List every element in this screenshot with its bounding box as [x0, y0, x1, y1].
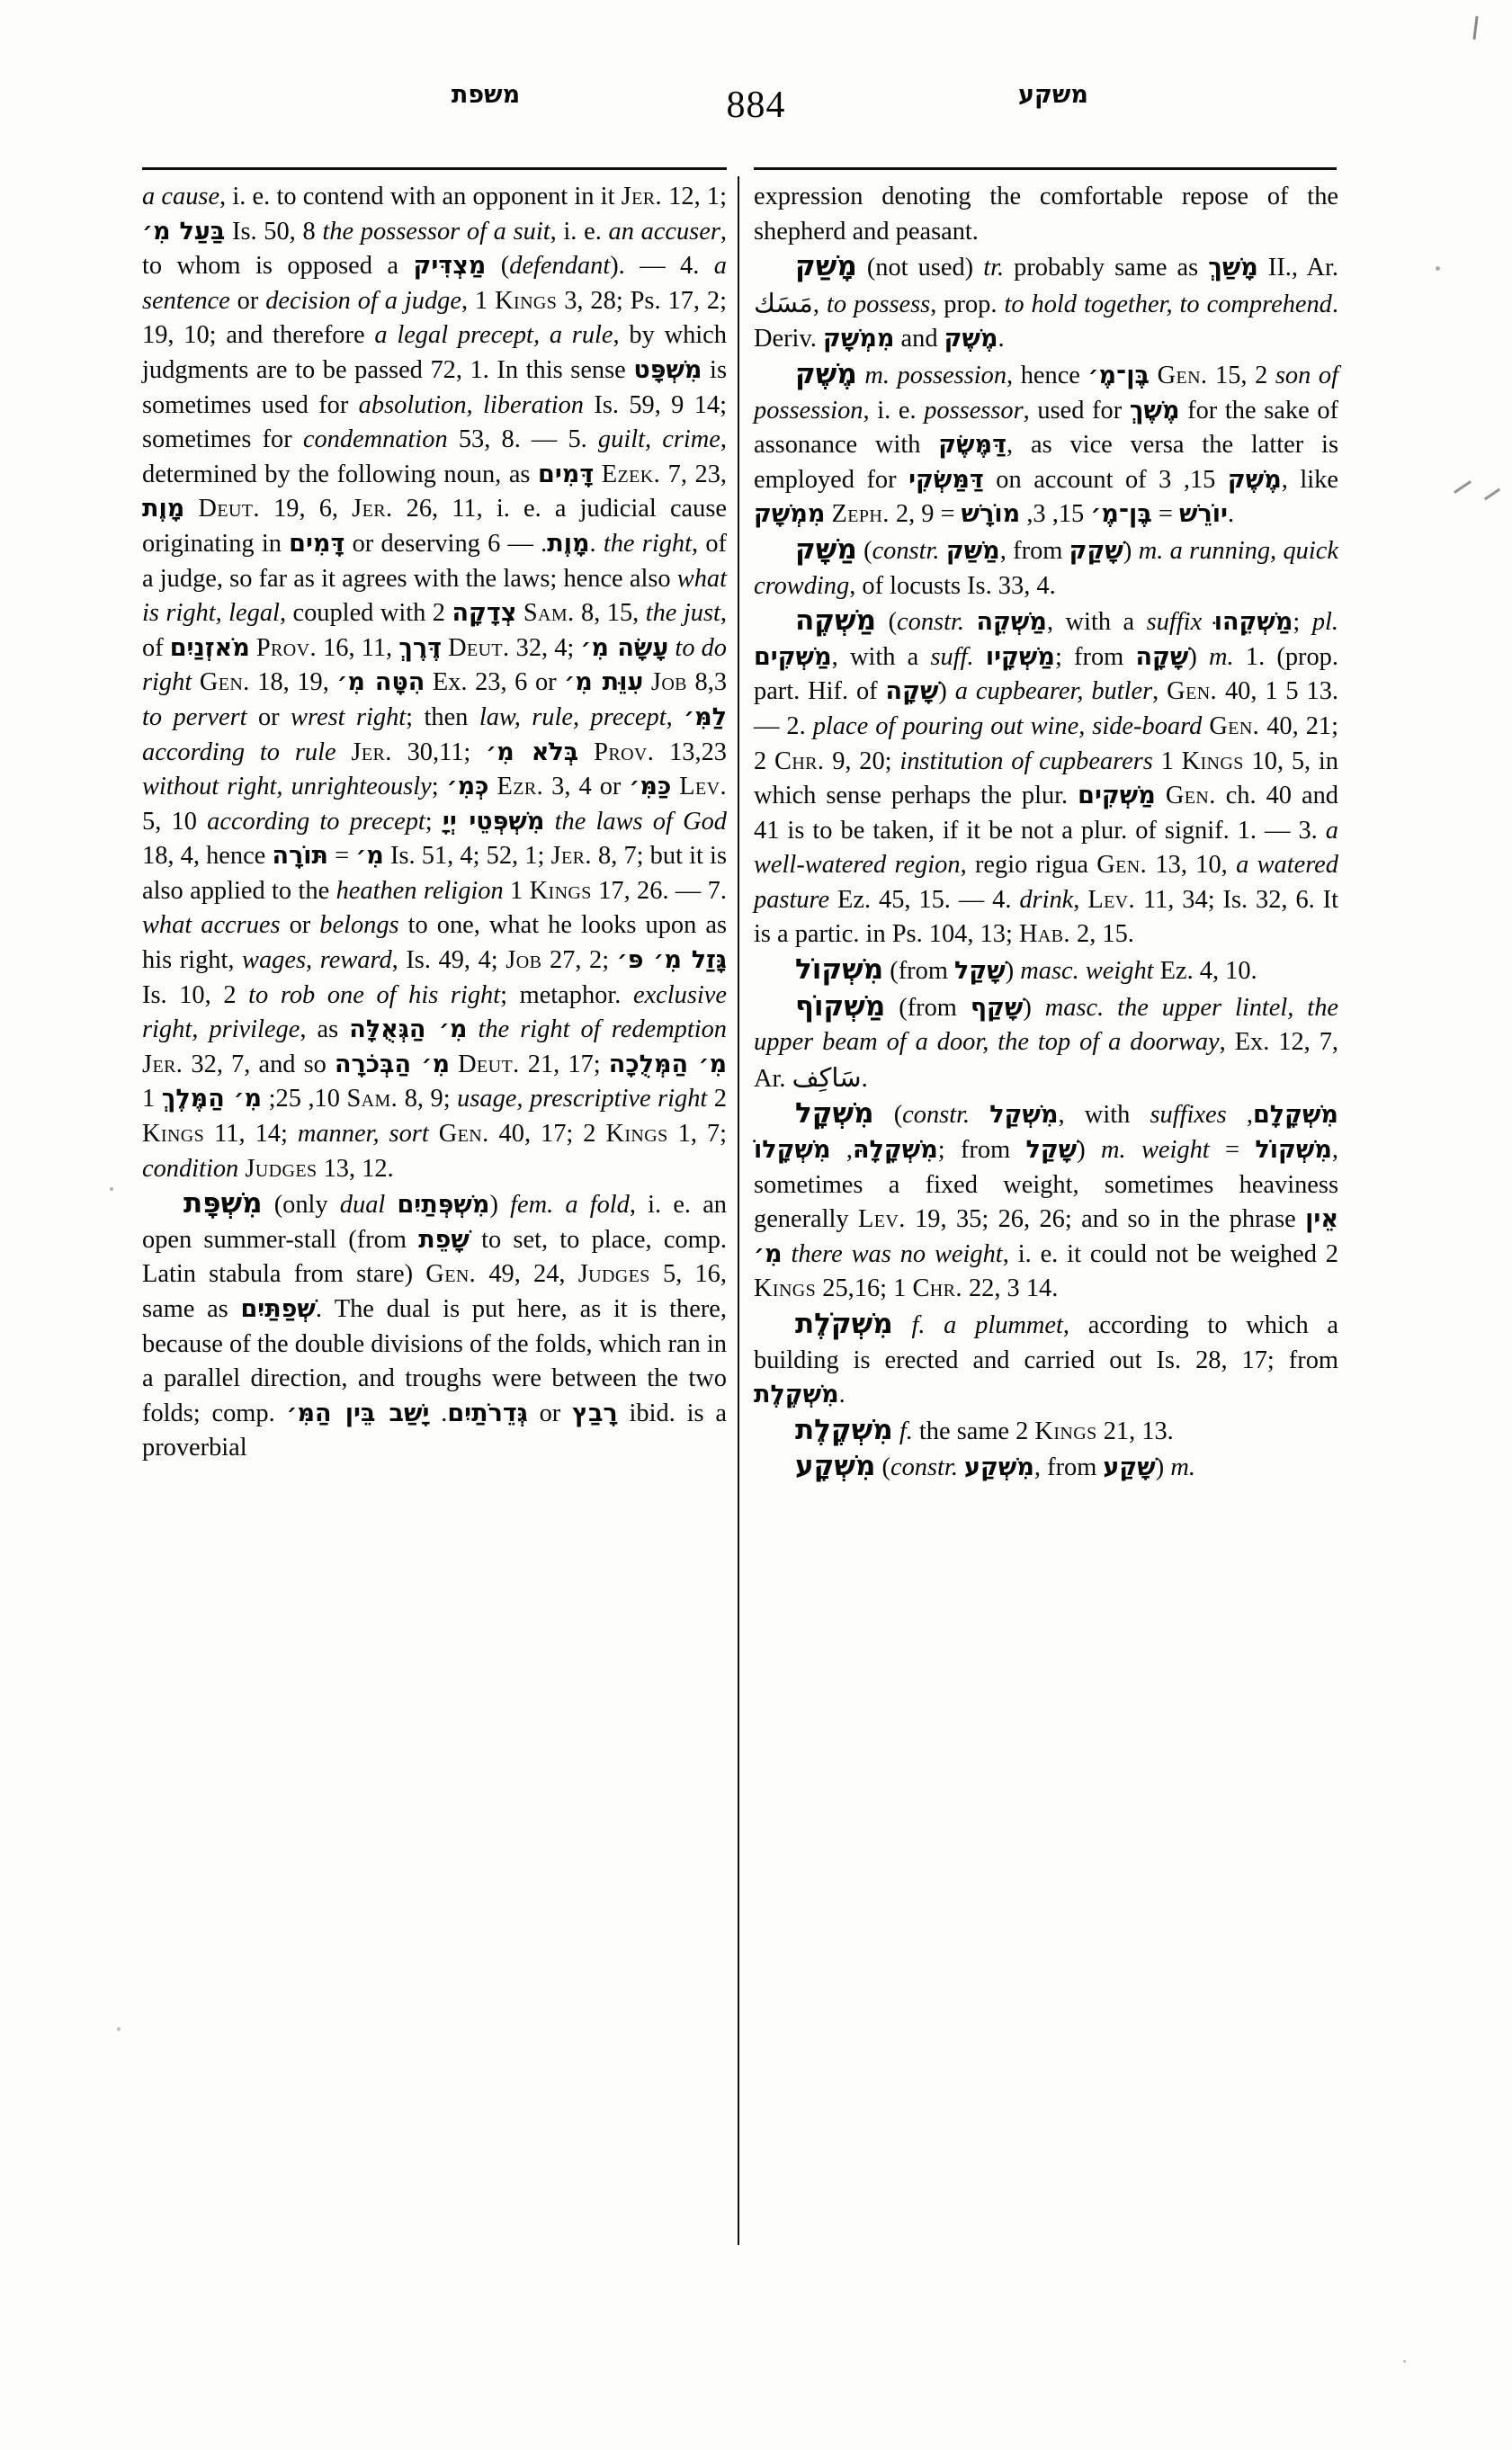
hebrew-word: מִשְׁקָלָם	[1252, 1101, 1338, 1130]
bible-ref: Jer.	[142, 1050, 183, 1078]
gloss: usage, prescriptive right	[457, 1085, 708, 1113]
gloss: what is right, legal	[142, 564, 727, 628]
headword-mashaq: מָשַׁק	[795, 250, 857, 283]
bible-ref: Job	[650, 668, 687, 697]
hebrew-word: שָׁקָה	[1135, 642, 1189, 671]
gloss: to pervert	[142, 702, 247, 731]
hebrew-word: מָוֶת	[547, 529, 590, 558]
gloss: to possess	[826, 290, 931, 318]
running-head-left-hebrew: משפת	[451, 81, 521, 109]
gloss: a watered pasture	[754, 851, 1338, 914]
hebrew-word: מִ׳ הַמְּלֻכָה	[608, 1050, 727, 1078]
grammar-label: f.	[899, 1417, 913, 1445]
hebrew-word: שָׁקַע	[1103, 1453, 1156, 1482]
hebrew-word: גְּדֵרֹתַיִם	[447, 1399, 528, 1427]
hebrew-word: מִ׳ הַמֶּלֶךְ	[161, 1085, 263, 1113]
bible-ref: Lev.	[1087, 885, 1136, 914]
bible-ref: Gen.	[199, 668, 250, 697]
gloss: according to precept	[207, 807, 425, 836]
hebrew-word: שְׁפַתַּיִם	[240, 1295, 316, 1323]
gloss: decision of a judge	[265, 286, 461, 315]
bible-ref: Sam.	[523, 599, 575, 628]
hebrew-word: מִ׳	[355, 842, 384, 871]
headword-mishpat: מִשְׁפָּת	[183, 1187, 263, 1221]
hebrew-word: מַשְׁקֵה	[976, 608, 1047, 637]
arabic-word: سَاكِف	[792, 1061, 862, 1093]
headword-mashqeh: מַשְׁקֶה	[795, 604, 877, 638]
hebrew-word: מָוֶת	[142, 495, 185, 523]
hebrew-word: דָּמִים	[289, 529, 345, 558]
hebrew-word: מֹאזְנַיִם	[169, 633, 250, 662]
gloss: masc. weight	[1020, 957, 1154, 986]
grammar-label: m.	[1170, 1453, 1195, 1482]
hebrew-word: מַשַּׁק	[945, 536, 1000, 565]
bible-ref: Ezr.	[497, 773, 544, 801]
hebrew-word: בֶּן־מֶ׳	[1087, 361, 1150, 389]
scan-artifact	[1472, 16, 1478, 40]
grammar-label: suffix	[1146, 608, 1203, 637]
gloss: wrest right	[291, 702, 407, 731]
gloss: an accuser	[608, 217, 720, 246]
bible-ref: Chr.	[774, 747, 825, 775]
hebrew-word: מֶשֶׁךְ	[1129, 396, 1180, 425]
hebrew-word: מַשְׁקִים	[1078, 782, 1156, 810]
gloss: guilt, crime	[597, 425, 720, 454]
column-rule-left	[142, 167, 727, 170]
arabic-word: مَسَك	[754, 287, 813, 318]
gloss: condemnation	[302, 425, 448, 454]
running-head-right-hebrew: משקע	[1018, 81, 1088, 109]
hebrew-word: בֶּן־מֶ׳	[1090, 500, 1152, 529]
bible-ref: Gen.	[438, 1120, 489, 1149]
bible-ref: Kings	[605, 1120, 668, 1149]
hebrew-word: מֶשֶׁק	[1227, 465, 1282, 494]
bible-ref: Jer.	[621, 183, 662, 210]
entry-mashaq-locusts: מַשָּׁק (constr. מַשַּׁק, from שָׁקַק) m. a running, quick crowding, of locusts Is. 33, 4.	[754, 532, 1338, 600]
gloss: f. a plummet	[911, 1311, 1063, 1339]
bible-ref: Judges	[245, 1154, 318, 1183]
headword-mishqa: מִשְׁקָע	[795, 1450, 876, 1483]
gloss: wages, reward	[242, 946, 392, 975]
hebrew-word: מִשְׁקֶלֶת	[754, 1381, 839, 1409]
hebrew-word: מִשְׁקַל	[989, 1101, 1059, 1130]
entry-continuation-proverbial: expression denoting the comfortable repose of the shepherd and peasant.	[754, 183, 1338, 246]
grammar-label: suff.	[930, 642, 974, 671]
right-column	[754, 180, 1338, 1486]
hebrew-word: דַּמַּשְׂקִי	[908, 465, 984, 494]
grammar-label: constr.	[897, 608, 964, 637]
headword-mishqeleth: מִשְׁקֶלֶת	[795, 1413, 893, 1446]
gloss: what accrues	[142, 911, 281, 940]
hebrew-word: מוֹרָשׁ	[961, 500, 1021, 529]
scan-artifact	[110, 1187, 113, 1191]
bible-ref: Prov.	[255, 633, 317, 662]
running-head	[0, 83, 1512, 146]
grammar-label: m.	[1209, 642, 1234, 671]
bible-ref: Gen.	[425, 1260, 477, 1289]
hebrew-word: מָשַׁךְ	[1208, 254, 1258, 282]
bible-ref: Kings	[529, 876, 592, 905]
hebrew-word: דֶּרֶךְ	[398, 633, 442, 662]
bible-ref: Gen.	[1157, 361, 1208, 389]
hebrew-word: שָׁקַק	[1069, 536, 1123, 565]
gloss: to rob one of his right	[248, 980, 501, 1009]
hebrew-word: מִשְׁקָלוֹ	[754, 1136, 831, 1165]
entry-mashqeh: מַשְׁקֶה (constr. מַשְׁקֵה, with a suffix מַשְׁקֵהוּ; pl. מַשְׁקִים, with a suff. מַשְׁקָיו; from שָׁקָה) m. 1. (prop. part. Hif. of שָׁקָה) a cupbearer, butler, Gen. 40, 1 5 13. — 2. place of pouring out wine, side-board Gen. 40, 21; 2 Chr. 9, 20; institution of cupbearers 1 Kings 10, 5, in which sense perhaps the plur. מַשְׁקִים Gen. ch. 40 and 41 is to be taken, if it be not a plur. of signif. 1. — 3. a well-watered region, regio rigua Gen. 13, 10, a watered pasture Ez. 45, 15. — 4. drink, Lev. 11, 34; Is. 32, 6. It is a partic. in Ps. 104, 13; Hab. 2, 15.	[754, 604, 1338, 949]
bible-ref: Gen.	[1096, 851, 1148, 880]
hebrew-word: שָׁקַף	[970, 993, 1024, 1022]
hebrew-word: שָׁקַל	[954, 957, 1006, 986]
hebrew-word: מַצְדִּיק	[413, 252, 487, 281]
entry-mishqa: מִשְׁקָע (constr. מִשְׁקַע, from שָׁקַע) m.	[795, 1450, 1195, 1483]
bible-ref: Lev.	[679, 773, 727, 801]
page-number: 884	[726, 85, 786, 126]
hebrew-word: יָשַׁב בֵּין הַמִּ׳	[286, 1399, 430, 1427]
bible-ref: Kings	[754, 1274, 817, 1303]
bible-ref: Hab.	[1018, 920, 1070, 949]
grammar-label: constr.	[902, 1101, 971, 1130]
gloss: according to rule	[142, 738, 352, 766]
gloss: fem. a fold	[510, 1191, 630, 1220]
headword-mashaq-locusts: מַשָּׁק	[795, 532, 857, 566]
hebrew-word: מִמְשָׁק	[823, 325, 895, 353]
bible-ref: Lev.	[858, 1205, 906, 1234]
hebrew-word: כַּמִּ׳	[629, 773, 672, 801]
hebrew-word: עִוֵּת מִ׳	[564, 668, 644, 697]
left-column	[142, 180, 727, 1466]
hebrew-word: מַשְׁקָיו	[985, 642, 1055, 671]
bible-ref: Jer.	[550, 842, 592, 871]
hebrew-word: מִשְׁקַע	[964, 1453, 1034, 1482]
grammar-label: pl.	[1311, 608, 1338, 637]
hebrew-word: שָׁקָה	[885, 677, 939, 706]
gloss: the right	[603, 529, 692, 558]
gloss: without right, unrighteously	[142, 773, 432, 801]
gloss: defendant	[509, 252, 611, 281]
gloss: there was no weight	[791, 1239, 1003, 1268]
gloss: heathen religion	[336, 876, 504, 905]
entry-continuation-mishpat: a cause, i. e. to contend with an opponent in it Jer. 12, 1; בַּעַל מִ׳ Is. 50, 8 the possessor of a suit, i. e. an accuser, to whom is opposed a מַצְדִּיק (defendant). — 4. a sentence or decision of a judge, 1 Kings 3, 28; Ps. 17, 2; 19, 10; and therefore a legal precept, a rule, by which judgments are to be passed 72, 1. In this sense מִשְׁפָּט is sometimes used for absolution, liberation Is. 59, 9 14; sometimes for condemnation 53, 8. — 5. guilt, crime, determined by the following noun, as דָּמִים Ezek. 7, 23, מָוֶת Deut. 19, 6, Jer. 26, 11, i. e. a judicial cause originating in דָּמִים or deserving מָוֶת. — 6. the right, of a judge, so far as it agrees with the laws; hence also what is right, legal, coupled with צְדָקָה 2 Sam. 8, 15, the just, of מֹאזְנַיִם Prov. 16, 11, דֶּרֶךְ Deut. 32, 4; עָשָׂה מִ׳ to do right Gen. 18, 19, הִטָּה מִ׳ Ex. 23, 6 or עִוֵּת מִ׳ Job 8,3 to pervert or wrest right; then law, rule, precept, לַמִּ׳ according to rule Jer. 30,11; בְּלֹא מִ׳ Prov. 13,23 without right, unrighteously; כְּמִ׳ Ezr. 3, 4 or כַּמִּ׳ Lev. 5, 10 according to precept; מִשְׁפְּטֵי יְיָ the laws of God 18, 4, hence מִ׳ = תּוֹרָה Is. 51, 4; 52, 1; Jer. 8, 7; but it is also applied to the heathen religion 1 Kings 17, 26. — 7. what accrues or belongs to one, what he looks upon as his right, wages, reward, Is. 49, 4; Job 27, 2; גָּזַל מִ׳ פּ׳ Is. 10, 2 to rob one of his right; metaphor. exclusive right, privilege, as מִ׳ הַגְּאֻלָּה the right of redemption Jer. 32, 7, and so מִ׳ הַבְּכֹרָה Deut. 21, 17; מִ׳ הַמְּלֻכָה 10, 25; מִ׳ הַמֶּלֶךְ 1 Sam. 8, 9; usage, prescriptive right 2 Kings 11, 14; manner, sort Gen. 40, 17; 2 Kings 1, 7; condition Judges 13, 12.	[142, 183, 728, 1183]
bible-ref: Kings	[1034, 1417, 1097, 1445]
hebrew-word: אֵין מִ׳	[754, 1205, 1338, 1268]
bible-ref: Jer.	[351, 738, 392, 766]
hebrew-word: רָבַץ	[572, 1399, 618, 1427]
bible-ref: Gen.	[1209, 711, 1260, 740]
hebrew-word: בַּעַל מִ׳	[142, 217, 226, 246]
entry-mesheq: מֶשֶׁק m. possession, hence בֶּן־מֶ׳ Gen. 15, 2 son of possession, i. e. possessor, used for מֶשֶׁךְ for the sake of assonance with דַּמֶּשֶׂק, as vice versa the latter is employed for דַּמַּשְׂקִי on account of מֶשֶׁק 15, 3, like מִמְשָׁק Zeph. 2, 9 = יוֹרֵשׁ = בֶּן־מֶ׳ 15, 3, מוֹרָשׁ .	[754, 357, 1338, 529]
gloss: a cause	[142, 183, 220, 210]
gloss: exclusive right, privilege	[142, 980, 728, 1044]
bible-ref: Judges	[577, 1260, 650, 1289]
hebrew-word: מִ׳ הַבְּכֹרָה	[334, 1050, 451, 1078]
entry-mishqeleth: מִשְׁקֶלֶת f. the same 2 Kings 21, 13.	[795, 1413, 1174, 1446]
entry-mishqol: מִשְׁקוֹל (from שָׁקַל) masc. weight Ez. 4, 10.	[795, 953, 1257, 987]
hebrew-word: גָּזַל מִ׳ פּ׳	[616, 946, 727, 975]
headword-mesheq: מֶשֶׁק	[795, 357, 857, 390]
hebrew-word: דָּמִים	[538, 460, 595, 488]
scan-artifact	[1436, 266, 1440, 271]
gloss: m. weight	[1101, 1136, 1210, 1165]
hebrew-word: בְּלֹא מִ׳	[486, 738, 579, 766]
gloss: a well-watered region	[754, 816, 1338, 880]
gloss: a sentence	[142, 252, 727, 315]
grammar-label: tr.	[983, 254, 1005, 282]
hebrew-word: הִטָּה מִ׳	[336, 668, 425, 697]
hebrew-word: מִשְׁפָּט	[633, 355, 702, 384]
gloss: the right of redemption	[467, 1015, 727, 1044]
gloss: drink	[1019, 885, 1074, 914]
hebrew-word: מִשְׁפְּתַיִם	[397, 1191, 490, 1220]
gloss: absolution, liberation	[358, 390, 584, 419]
gloss: m. possession	[864, 361, 1007, 389]
bible-ref: Gen.	[1165, 782, 1216, 810]
gloss: place of pouring out wine, side-board	[812, 711, 1203, 740]
headword-mashqof: מַשְׁקוֹף	[795, 989, 886, 1023]
entry-mashaq: מָשַׁק (not used) tr. probably same as מָשַׁךְ II., Ar. مَسَك, to possess, prop. to hold together, to comprehend. Deriv. מִמְשָׁק and מֶשֶׁק.	[754, 250, 1338, 353]
hebrew-word: מַשְׁקִים	[754, 642, 832, 671]
gloss: to do right	[142, 633, 728, 697]
grammar-label: constr.	[872, 536, 940, 565]
hebrew-word: מַשְׁקֵהוּ	[1213, 608, 1293, 637]
hebrew-word: מִשְׁפְּטֵי יְיָ	[442, 807, 545, 836]
headword-mishqoleth: מִשְׁקֹלֶת	[795, 1308, 893, 1340]
bible-ref: Gen.	[1167, 677, 1218, 706]
bible-ref: Chr.	[912, 1274, 962, 1303]
grammar-label: dual	[339, 1191, 386, 1220]
column-divider	[738, 176, 739, 2245]
scan-artifact	[1403, 2360, 1406, 2363]
entry-mishpat-fold: מִשְׁפָּת (only dual מִשְׁפְּתַיִם) fem. a fold, i. e. an open summer-stall (from שָׁפֵת to set, to place, comp. Latin stabula from stare) Gen. 49, 24, Judges 5, 16, same as שְׁפַתַּיִם. The dual is put here, as it is there, because of the double divisions of the folds, which ran in a parallel direction, and troughs were between the two folds; comp. גְּדֵרֹתַיִם. יָשַׁב בֵּין הַמִּ׳ or רָבַץ ibid. is a proverbial	[142, 1187, 728, 1462]
bible-ref: Kings	[1181, 747, 1244, 775]
headword-mishqal: מִשְׁקָל	[795, 1097, 874, 1131]
hebrew-word: לַמִּ׳	[684, 702, 728, 731]
bible-ref: Sam.	[346, 1085, 398, 1113]
bible-ref: Deut.	[198, 495, 260, 523]
hebrew-word: תּוֹרָה	[272, 842, 328, 871]
bible-ref: Deut.	[458, 1050, 520, 1078]
grammar-label: suffixes	[1150, 1101, 1227, 1130]
grammar-label: constr.	[890, 1453, 958, 1482]
gloss: the laws of God	[544, 807, 727, 836]
bible-ref: Prov.	[594, 738, 655, 766]
entry-mashqof: מַשְׁקוֹף (from שָׁקַף) masc. the upper lintel, the upper beam of a door, the top of a doorway, Ex. 12, 7, Ar. سَاكِف.	[754, 989, 1338, 1093]
entry-mishqoleth: מִשְׁקֹלֶת f. a plummet, according to which a building is erected and carried out Is. 28, 17; from מִשְׁקֶלֶת.	[754, 1308, 1338, 1409]
gloss: a cupbearer, butler	[954, 677, 1153, 706]
hebrew-word: צְדָקָה	[452, 599, 517, 628]
headword-mishqol: מִשְׁקוֹל	[795, 953, 884, 987]
gloss: law, rule, precept	[479, 702, 667, 731]
hebrew-word: מִ׳ הַגְּאֻלָּה	[349, 1015, 468, 1044]
bible-ref: Job	[505, 946, 542, 975]
scan-artifact	[1484, 488, 1500, 501]
scan-artifact	[117, 2027, 121, 2031]
hebrew-word: שָׁקַל	[1025, 1136, 1078, 1165]
gloss: the just	[645, 599, 720, 628]
hebrew-word: עָשָׂה מִ׳	[580, 633, 669, 662]
bible-ref: Ezek.	[601, 460, 661, 488]
hebrew-word: יוֹרֵשׁ	[1179, 500, 1228, 529]
hebrew-word: כְּמִ׳	[446, 773, 489, 801]
gloss: manner, sort	[297, 1120, 429, 1149]
column-rule-right	[754, 167, 1337, 170]
gloss: condition	[142, 1154, 239, 1183]
gloss: son of possession	[754, 361, 1338, 425]
bible-ref: Deut.	[448, 633, 510, 662]
bible-ref: Kings	[142, 1120, 205, 1149]
hebrew-word: דַּמֶּשֶׂק	[938, 431, 1007, 460]
hebrew-word: מִשְׁקוֹל	[1255, 1136, 1332, 1165]
gloss: to hold together, to comprehend	[1004, 290, 1332, 318]
gloss: the possessor of a suit	[322, 217, 550, 246]
bible-ref: Zeph.	[831, 500, 890, 529]
gloss: possessor	[924, 396, 1024, 425]
bible-ref: Jer.	[352, 495, 393, 523]
entry-mishqal: מִשְׁקָל (constr. מִשְׁקַל, with suffixes מִשְׁקָלָם, מִשְׁקָלָהּ, מִשְׁקָלוֹ ; from שָׁקַל) m. weight = מִשְׁקוֹל, sometimes a fixed weight, sometimes heaviness generally Lev. 19, 35; 26, 26; and so in the phrase אֵין מִ׳ there was no weight, i. e. it could not be weighed 2 Kings 25,16; 1 Chr. 22, 3 14.	[754, 1097, 1338, 1303]
hebrew-word: שָׁפֵת	[418, 1225, 470, 1254]
gloss: m. a running, quick crowding	[754, 536, 1338, 600]
gloss: belongs	[319, 911, 399, 940]
gloss: institution of cupbearers	[899, 747, 1153, 775]
bible-ref: Kings	[495, 286, 558, 315]
hebrew-word: מִשְׁקָלָהּ	[852, 1136, 938, 1165]
gloss: a legal precept, a rule	[374, 321, 613, 350]
gloss: masc. the upper lintel, the upper beam of a door, the top of a doorway	[754, 993, 1338, 1057]
hebrew-word: מֶשֶׁק	[944, 325, 998, 353]
scan-artifact	[1454, 480, 1472, 494]
hebrew-word: מִמְשָׁק	[754, 500, 826, 529]
